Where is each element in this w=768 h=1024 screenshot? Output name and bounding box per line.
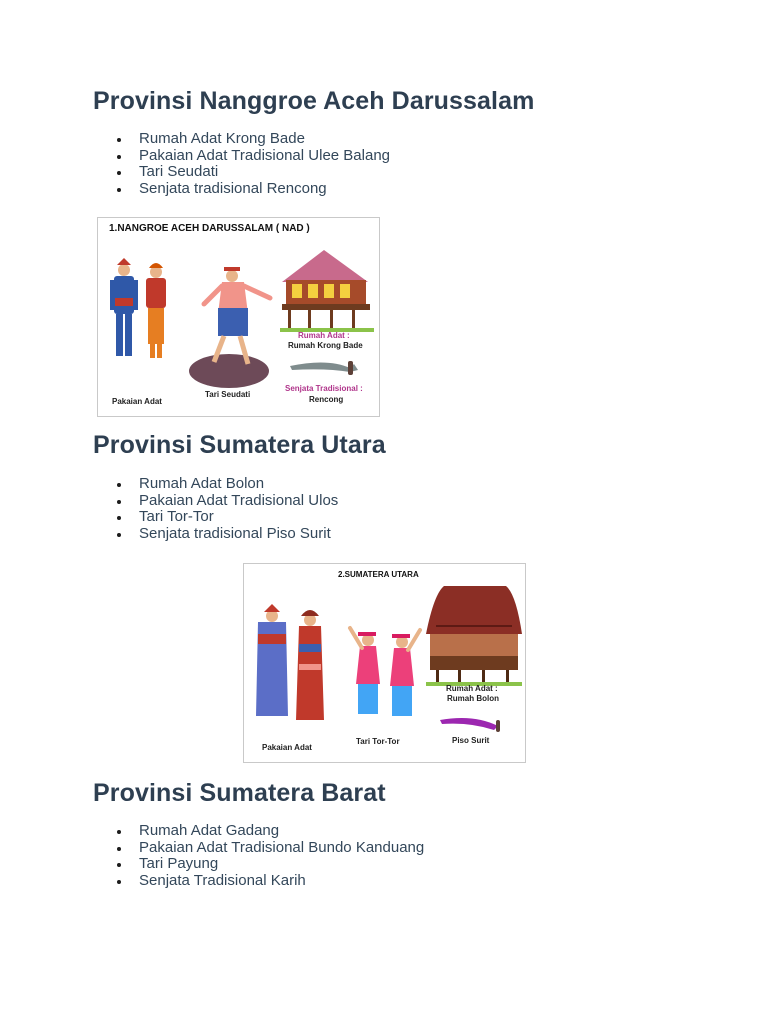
- list-item: Tari Seudati: [93, 164, 390, 181]
- section-title-aceh: Provinsi Nanggroe Aceh Darussalam: [93, 87, 535, 115]
- label-pakaian: Pakaian Adat: [262, 743, 312, 752]
- label-rumah-heading: Rumah Adat :: [298, 331, 350, 340]
- list-item: Rumah Adat Gadang: [93, 823, 424, 840]
- list-item: Tari Payung: [93, 856, 424, 873]
- list-aceh: [93, 131, 390, 198]
- rumah-adat-illustration: [280, 250, 374, 332]
- figure-sumut: [243, 563, 526, 763]
- rumah-adat-illustration: [426, 586, 522, 686]
- label-senjata-heading: Senjata Tradisional :: [285, 384, 363, 393]
- senjata-illustration: [440, 718, 500, 732]
- tari-illustration: [350, 628, 420, 716]
- list-item: Tari Tor-Tor: [93, 509, 338, 526]
- list-item: Pakaian Adat Tradisional Bundo Kanduang: [93, 840, 424, 857]
- label-rumah-name: Rumah Bolon: [447, 694, 499, 703]
- list-item: Senjata tradisional Rencong: [93, 181, 390, 198]
- list-item: Rumah Adat Bolon: [93, 476, 338, 493]
- tari-illustration: [189, 267, 270, 388]
- list-item: Senjata Tradisional Karih: [93, 873, 424, 890]
- list-sumbar: [93, 823, 424, 890]
- label-tari: Tari Seudati: [205, 390, 251, 399]
- list-item: Pakaian Adat Tradisional Ulos: [93, 493, 338, 510]
- figure-title: 2.SUMATERA UTARA: [338, 570, 419, 579]
- list-item: Senjata tradisional Piso Surit: [93, 526, 338, 543]
- list-item: Rumah Adat Krong Bade: [93, 131, 390, 148]
- label-pakaian: Pakaian Adat: [112, 397, 162, 406]
- section-title-sumbar: Provinsi Sumatera Barat: [93, 779, 386, 807]
- label-tari: Tari Tor-Tor: [356, 737, 400, 746]
- senjata-illustration: [290, 361, 358, 375]
- list-sumut: [93, 476, 338, 543]
- figure-title: 1.NANGROE ACEH DARUSSALAM ( NAD ): [109, 223, 310, 234]
- label-senjata-name: Rencong: [309, 395, 344, 404]
- label-rumah-heading: Rumah Adat :: [446, 684, 498, 693]
- label-rumah-name: Rumah Krong Bade: [288, 341, 363, 350]
- list-item: Pakaian Adat Tradisional Ulee Balang: [93, 148, 390, 165]
- pakaian-adat-illustration: [110, 258, 166, 358]
- pakaian-adat-illustration: [256, 604, 324, 720]
- figure-aceh: [97, 217, 380, 417]
- figure-sumut-illustration: [244, 564, 526, 763]
- label-senjata-name: Piso Surit: [452, 736, 490, 745]
- section-title-sumut: Provinsi Sumatera Utara: [93, 431, 386, 459]
